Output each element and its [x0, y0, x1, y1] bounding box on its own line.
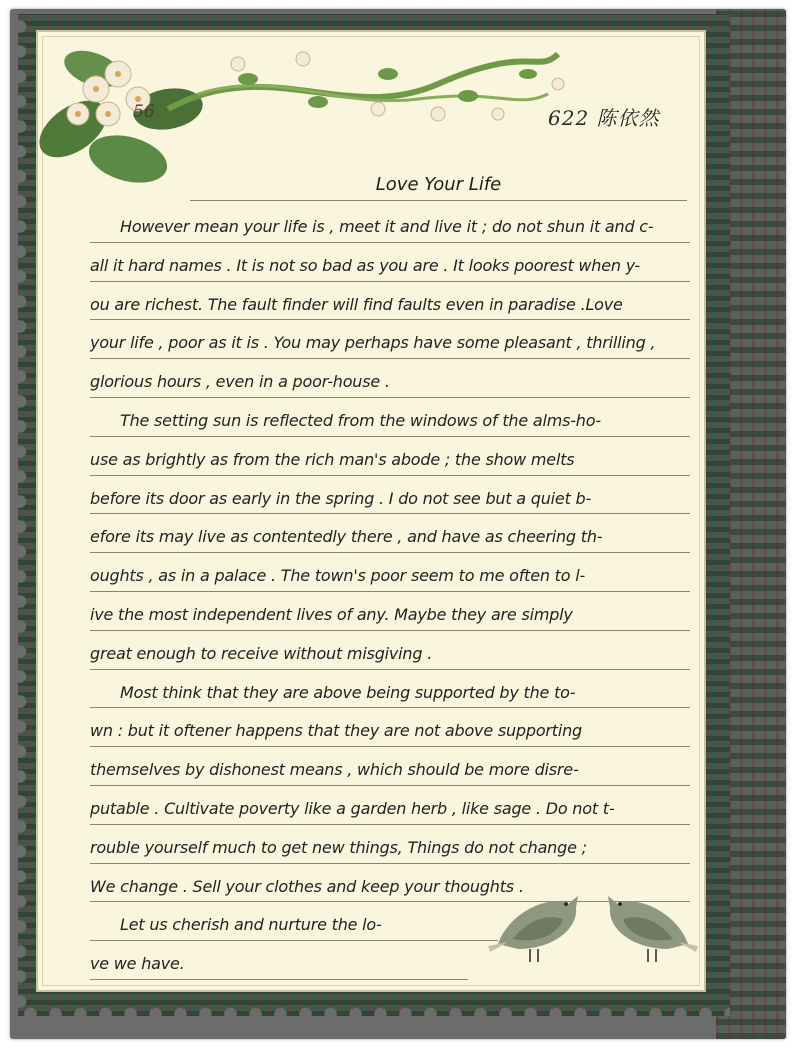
essay-line: your life , poor as it is . You may perhaps have some pleasant , thrilling , — [90, 320, 690, 359]
essay-line: However mean your life is , meet it and live it ; do not shun it and c- — [90, 204, 690, 243]
essay-line: rouble yourself much to get new things, Things do not change ; — [90, 825, 690, 864]
essay-body — [90, 204, 690, 980]
page-number: 56 — [133, 102, 155, 122]
vine-stem — [168, 54, 558, 109]
essay-line: Let us cherish and nurture the lo- — [90, 902, 498, 941]
essay-line: before its door as early in the spring . I do not see but a quiet b- — [90, 476, 690, 515]
essay-line: all it hard names . It is not so bad as you are . It looks poorest when y- — [90, 243, 690, 282]
author-signature: 622 陈依然 — [548, 106, 660, 130]
flower-vine-decoration — [18, 14, 578, 184]
essay-line: themselves by dishonest means , which should be more disre- — [90, 747, 690, 786]
photo-frame — [9, 8, 787, 1040]
essay-line: glorious hours , even in a poor-house . — [90, 359, 690, 398]
birds-decoration — [478, 874, 708, 969]
essay-line: putable . Cultivate poverty like a garden herb , like sage . Do not t- — [90, 786, 690, 825]
essay-line: efore its may live as contentedly there , and have as cheering th- — [90, 514, 690, 553]
essay-line: use as brightly as from the rich man's abode ; the show melts — [90, 437, 690, 476]
stamp-edge-bottom — [18, 1004, 730, 1016]
essay-line: ou are richest. The fault finder will find faults even in paradise .Love — [90, 282, 690, 321]
essay-line: oughts , as in a palace . The town's poor seem to me often to l- — [90, 553, 690, 592]
letter-paper — [18, 14, 730, 1016]
bird-icon — [488, 896, 578, 962]
essay-line: wn : but it oftener happens that they are not above supporting — [90, 708, 690, 747]
essay-line: ve we have. — [90, 941, 468, 980]
bird-icon — [608, 896, 698, 962]
essay-title: Love Your Life — [190, 170, 687, 201]
essay-line: We change . Sell your clothes and keep your thoughts . — [90, 864, 690, 903]
essay-line: Most think that they are above being supported by the to- — [90, 670, 690, 709]
essay-line: great enough to receive without misgiving . — [90, 631, 690, 670]
essay-line: The setting sun is reflected from the windows of the alms-ho- — [90, 398, 690, 437]
essay-line: ive the most independent lives of any. Maybe they are simply — [90, 592, 690, 631]
